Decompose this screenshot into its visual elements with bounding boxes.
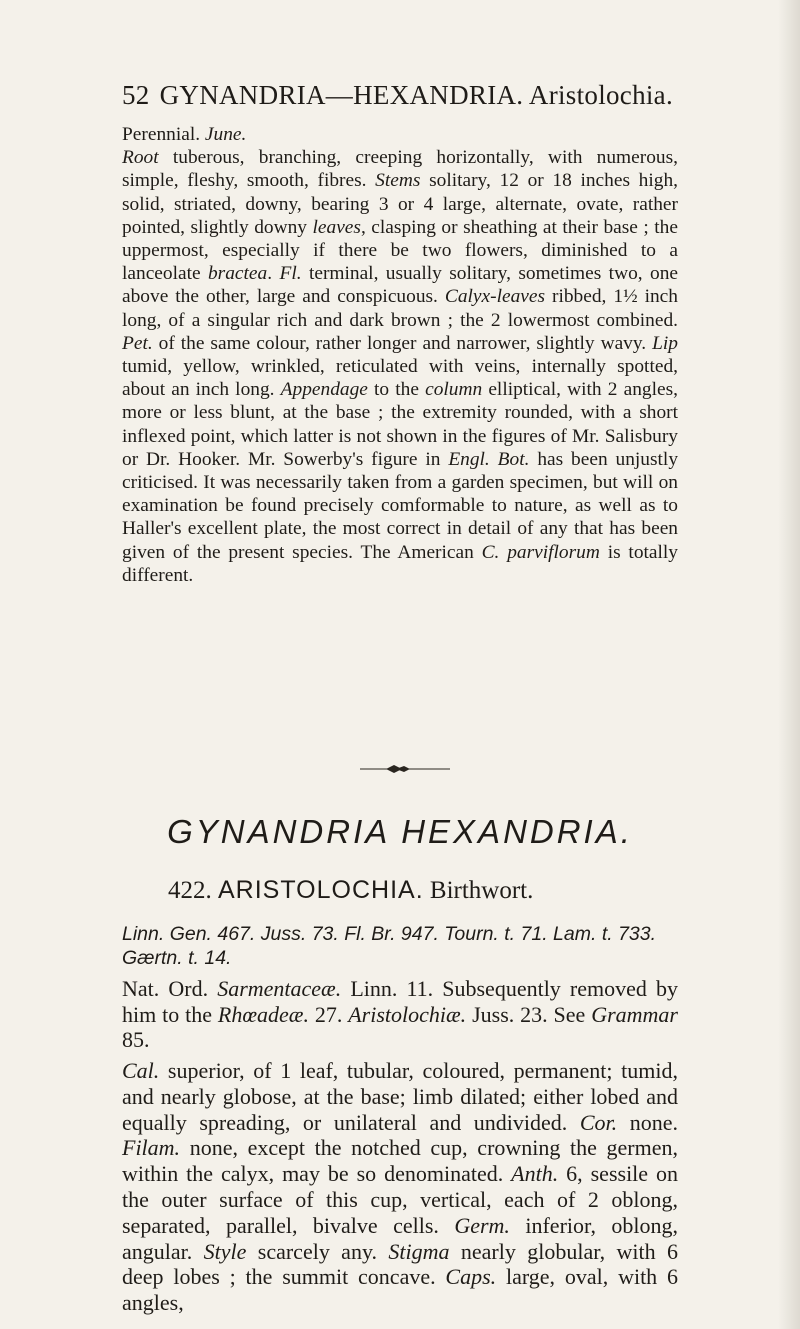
genus-heading [168, 876, 768, 905]
page-edge-shadow [778, 0, 800, 1329]
reference-line: Gærtn. t. 14. [122, 947, 232, 969]
genus-common-name: Birthwort. [429, 877, 534, 904]
species-description [122, 123, 678, 587]
genus-name: ARISTOLOCHIA. [218, 876, 424, 904]
section-title: GYNANDRIA HEXANDRIA. [167, 813, 633, 850]
references [122, 922, 678, 970]
natural-order [122, 976, 678, 1053]
generic-characters [122, 1058, 678, 1316]
page-number: 52 [122, 80, 150, 110]
page-header [122, 80, 682, 111]
ornamental-divider [360, 764, 450, 774]
perennial-text: Perennial. [122, 124, 205, 145]
genus-number: 422. [168, 877, 212, 904]
june-text: June. [204, 124, 247, 145]
reference-line: Linn. Gen. 467. Juss. 73. Fl. Br. 947. Tourn. t. 71. Lam. t. 733. [122, 923, 657, 945]
description-body: Root tuberous, branching, creeping horizontally, with numerous, simple, fleshy, smooth, fibres. Stems solitary, 12 or 18 inches high, solid, striated, downy, bearing 3 or 4 large, alternate, ovate, rather pointed, slightly downy leaves, clasping or sheathing at their base ; the uppermost, especially if there be two flowers, diminished to a lanceolate bractea. Fl. terminal, usually solitary, sometimes two, one above the other, large and conspicuous. Calyx-leaves ribbed, 1½ inch long, of a singular rich and dark brown ; the 2 lowermost combined. Pet. of the same colour, rather longer and narrower, slightly wavy. Lip tumid, yellow, wrinkled, reticulated with veins, internally spotted, about an inch long. Appendage to the column elliptical, with 2 angles, more or less blunt, at the base ; the extremity rounded, with a short inflexed point, which latter is not shown in the figures of Mr. Salisbury or Dr. Hooker. Mr. Sowerby's figure in Engl. Bot. has been unjustly criticised. It was necessarily taken from a garden specimen, but will on examination be found precisely comformable to nature, as well as to Haller's excellent plate, the most correct in detail of any that has been given of the present species. The American C. parviflorum is totally different. [122, 147, 679, 586]
running-title: GYNANDRIA—HEXANDRIA. Aristolochia. [159, 80, 674, 110]
nat-ord-text: Nat. Ord. Sarmentaceæ. Linn. 11. Subsequently removed by him to the Rhœadeæ. 27. Aristolochiæ. Juss. 23. See Grammar 85. [122, 976, 678, 1052]
characters-text: Cal. superior, of 1 leaf, tubular, coloured, permanent; tumid, and nearly globose, at the base; limb dilated; either lobed and equally spreading, or unilateral and undivided. Cor. none. Filam. none, except the notched cup, crowning the germen, within the calyx, may be so denominated. Anth. 6, sessile on the outer surface of this cup, vertical, each of 2 oblong, separated, parallel, bivalve cells. Germ. inferior, oblong, angular. Style scarcely any. Stigma nearly globular, with 6 deep lobes ; the summit concave. Caps. large, oval, with 6 angles, [122, 1058, 679, 1316]
description-line [122, 123, 678, 146]
